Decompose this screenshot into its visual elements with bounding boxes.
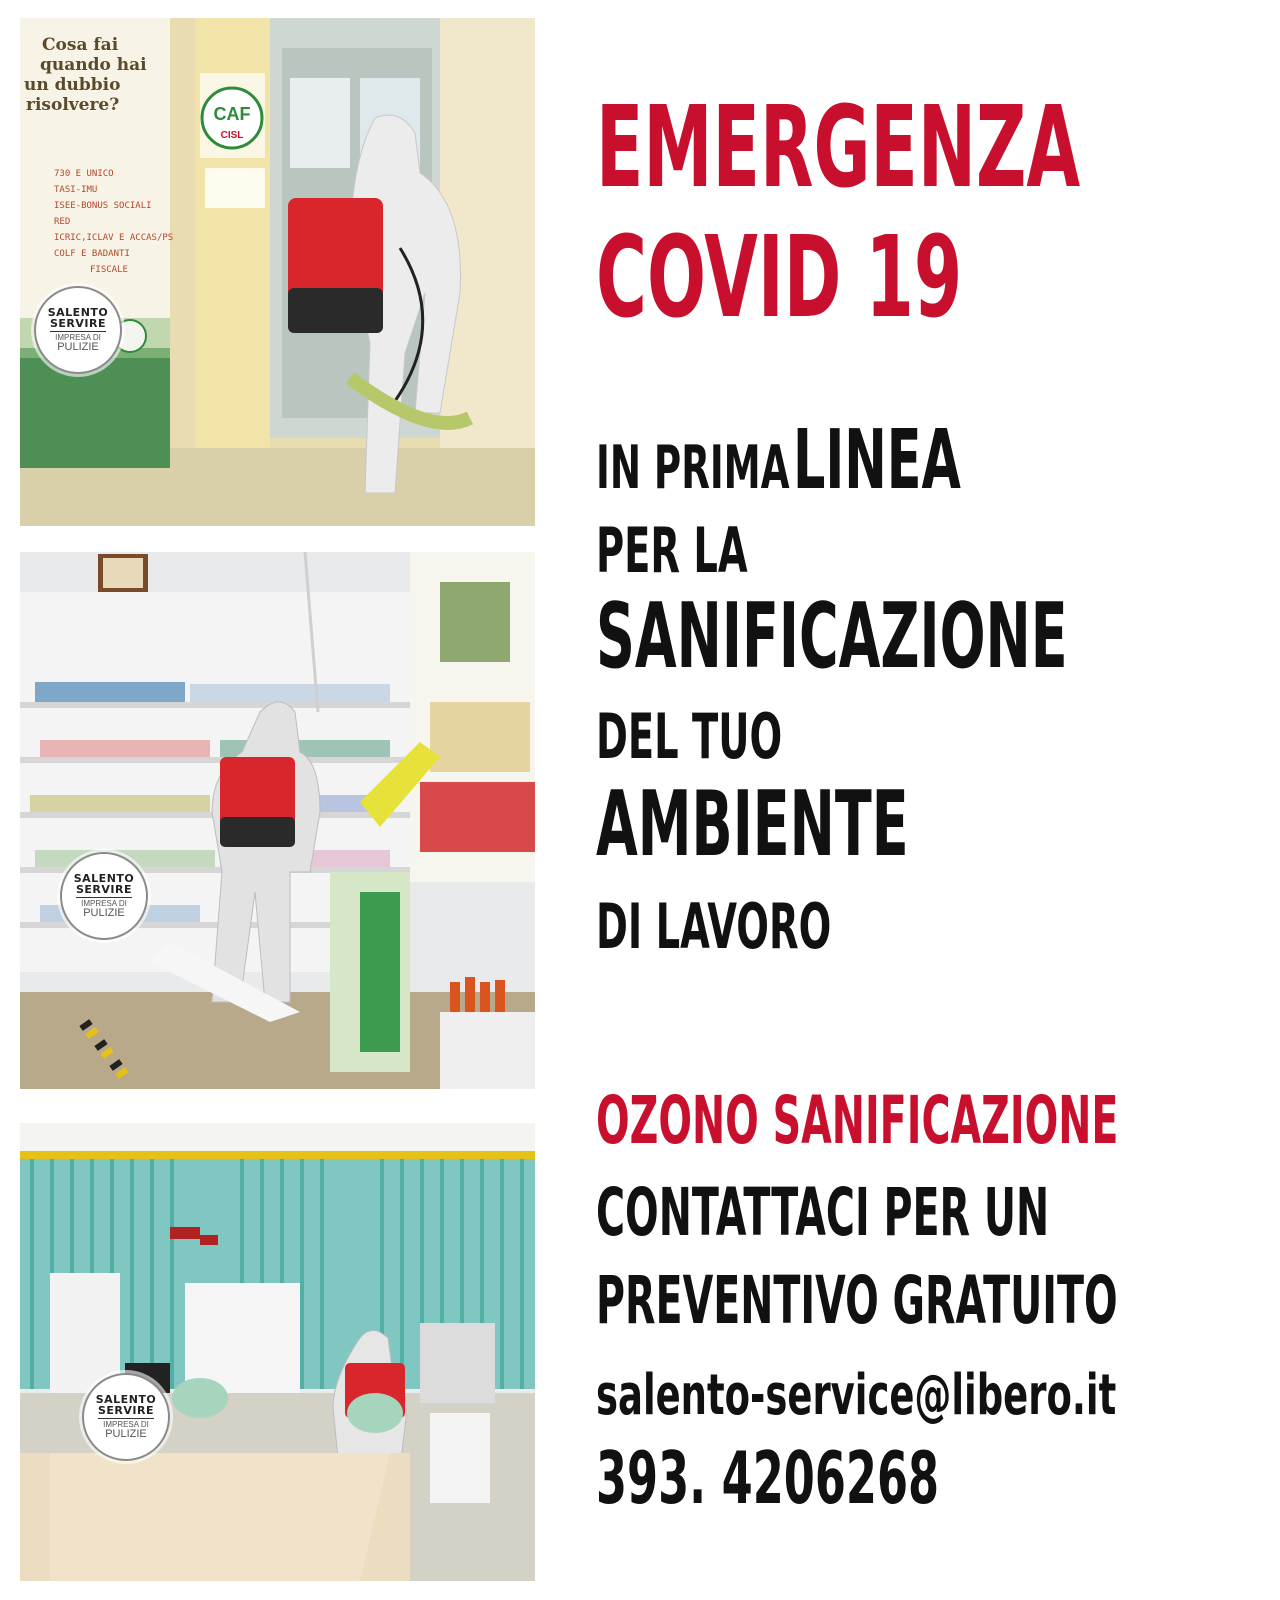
- banner-line-3: un dubbio: [24, 75, 121, 95]
- badge-line-4: PULIZIE: [57, 341, 99, 353]
- banner-item-2: TASI-IMU: [54, 185, 98, 195]
- headline-line-1: EMERGENZA: [596, 83, 1081, 213]
- email-link[interactable]: salento-service@libero.it: [596, 1363, 1117, 1428]
- badge-line-4: PULIZIE: [105, 1428, 147, 1440]
- banner-item-1: 730 E UNICO: [54, 169, 114, 179]
- banner-line-1: Cosa fai: [42, 35, 119, 55]
- company-badge: [34, 286, 122, 374]
- tagline-line-4: DEL TUO: [596, 700, 783, 773]
- badge-line-2: SERVIRE: [50, 317, 106, 330]
- cta-line-2: PREVENTIVO GRATUITO: [596, 1262, 1118, 1339]
- headline-line-2: COVID 19: [596, 213, 963, 343]
- cta-line-1: CONTATTACI PER UN: [596, 1174, 1050, 1251]
- badge-line-1: SALENTO: [73, 872, 135, 885]
- photo-office: [20, 1123, 535, 1581]
- badge-line-2: SERVIRE: [76, 883, 132, 896]
- tagline-line-5: AMBIENTE: [596, 772, 909, 877]
- company-badge: [82, 1373, 170, 1461]
- badge-line-3: IMPRESA DI: [55, 333, 101, 342]
- tagline-line-1: IN PRIMA LINEA: [596, 413, 961, 508]
- badge-line-3: IMPRESA DI: [103, 1420, 149, 1429]
- banner-item-6: COLF E BADANTI: [54, 249, 130, 259]
- banner-item-3: ISEE-BONUS SOCIALI: [54, 201, 152, 211]
- cisl-logo-text: CISL: [220, 130, 244, 141]
- phone-link[interactable]: 393. 4206268: [596, 1436, 940, 1520]
- photo-pharmacy: [20, 552, 535, 1089]
- service-ozone: OZONO SANIFICAZIONE: [596, 1082, 1119, 1159]
- tagline-line-6: DI LAVORO: [596, 890, 832, 963]
- banner-item-7: FISCALE: [90, 265, 128, 275]
- caf-logo-text: CAF: [213, 104, 251, 124]
- banner-item-5: ICRIC,ICLAV E ACCAS/PS: [54, 233, 174, 243]
- tagline-line-3: SANIFICAZIONE: [596, 584, 1068, 689]
- badge-line-1: SALENTO: [47, 306, 109, 319]
- photo-caf-office: [20, 18, 535, 526]
- badge-line-2: SERVIRE: [98, 1404, 154, 1417]
- badge-line-4: PULIZIE: [83, 907, 125, 919]
- company-badge: [60, 852, 148, 940]
- banner-line-2: quando hai: [40, 55, 147, 75]
- badge-line-3: IMPRESA DI: [81, 899, 127, 908]
- tagline-line-2: PER LA: [596, 514, 748, 587]
- badge-line-1: SALENTO: [95, 1393, 157, 1406]
- banner-item-4: RED: [54, 217, 71, 227]
- banner-line-4: risolvere?: [26, 95, 120, 115]
